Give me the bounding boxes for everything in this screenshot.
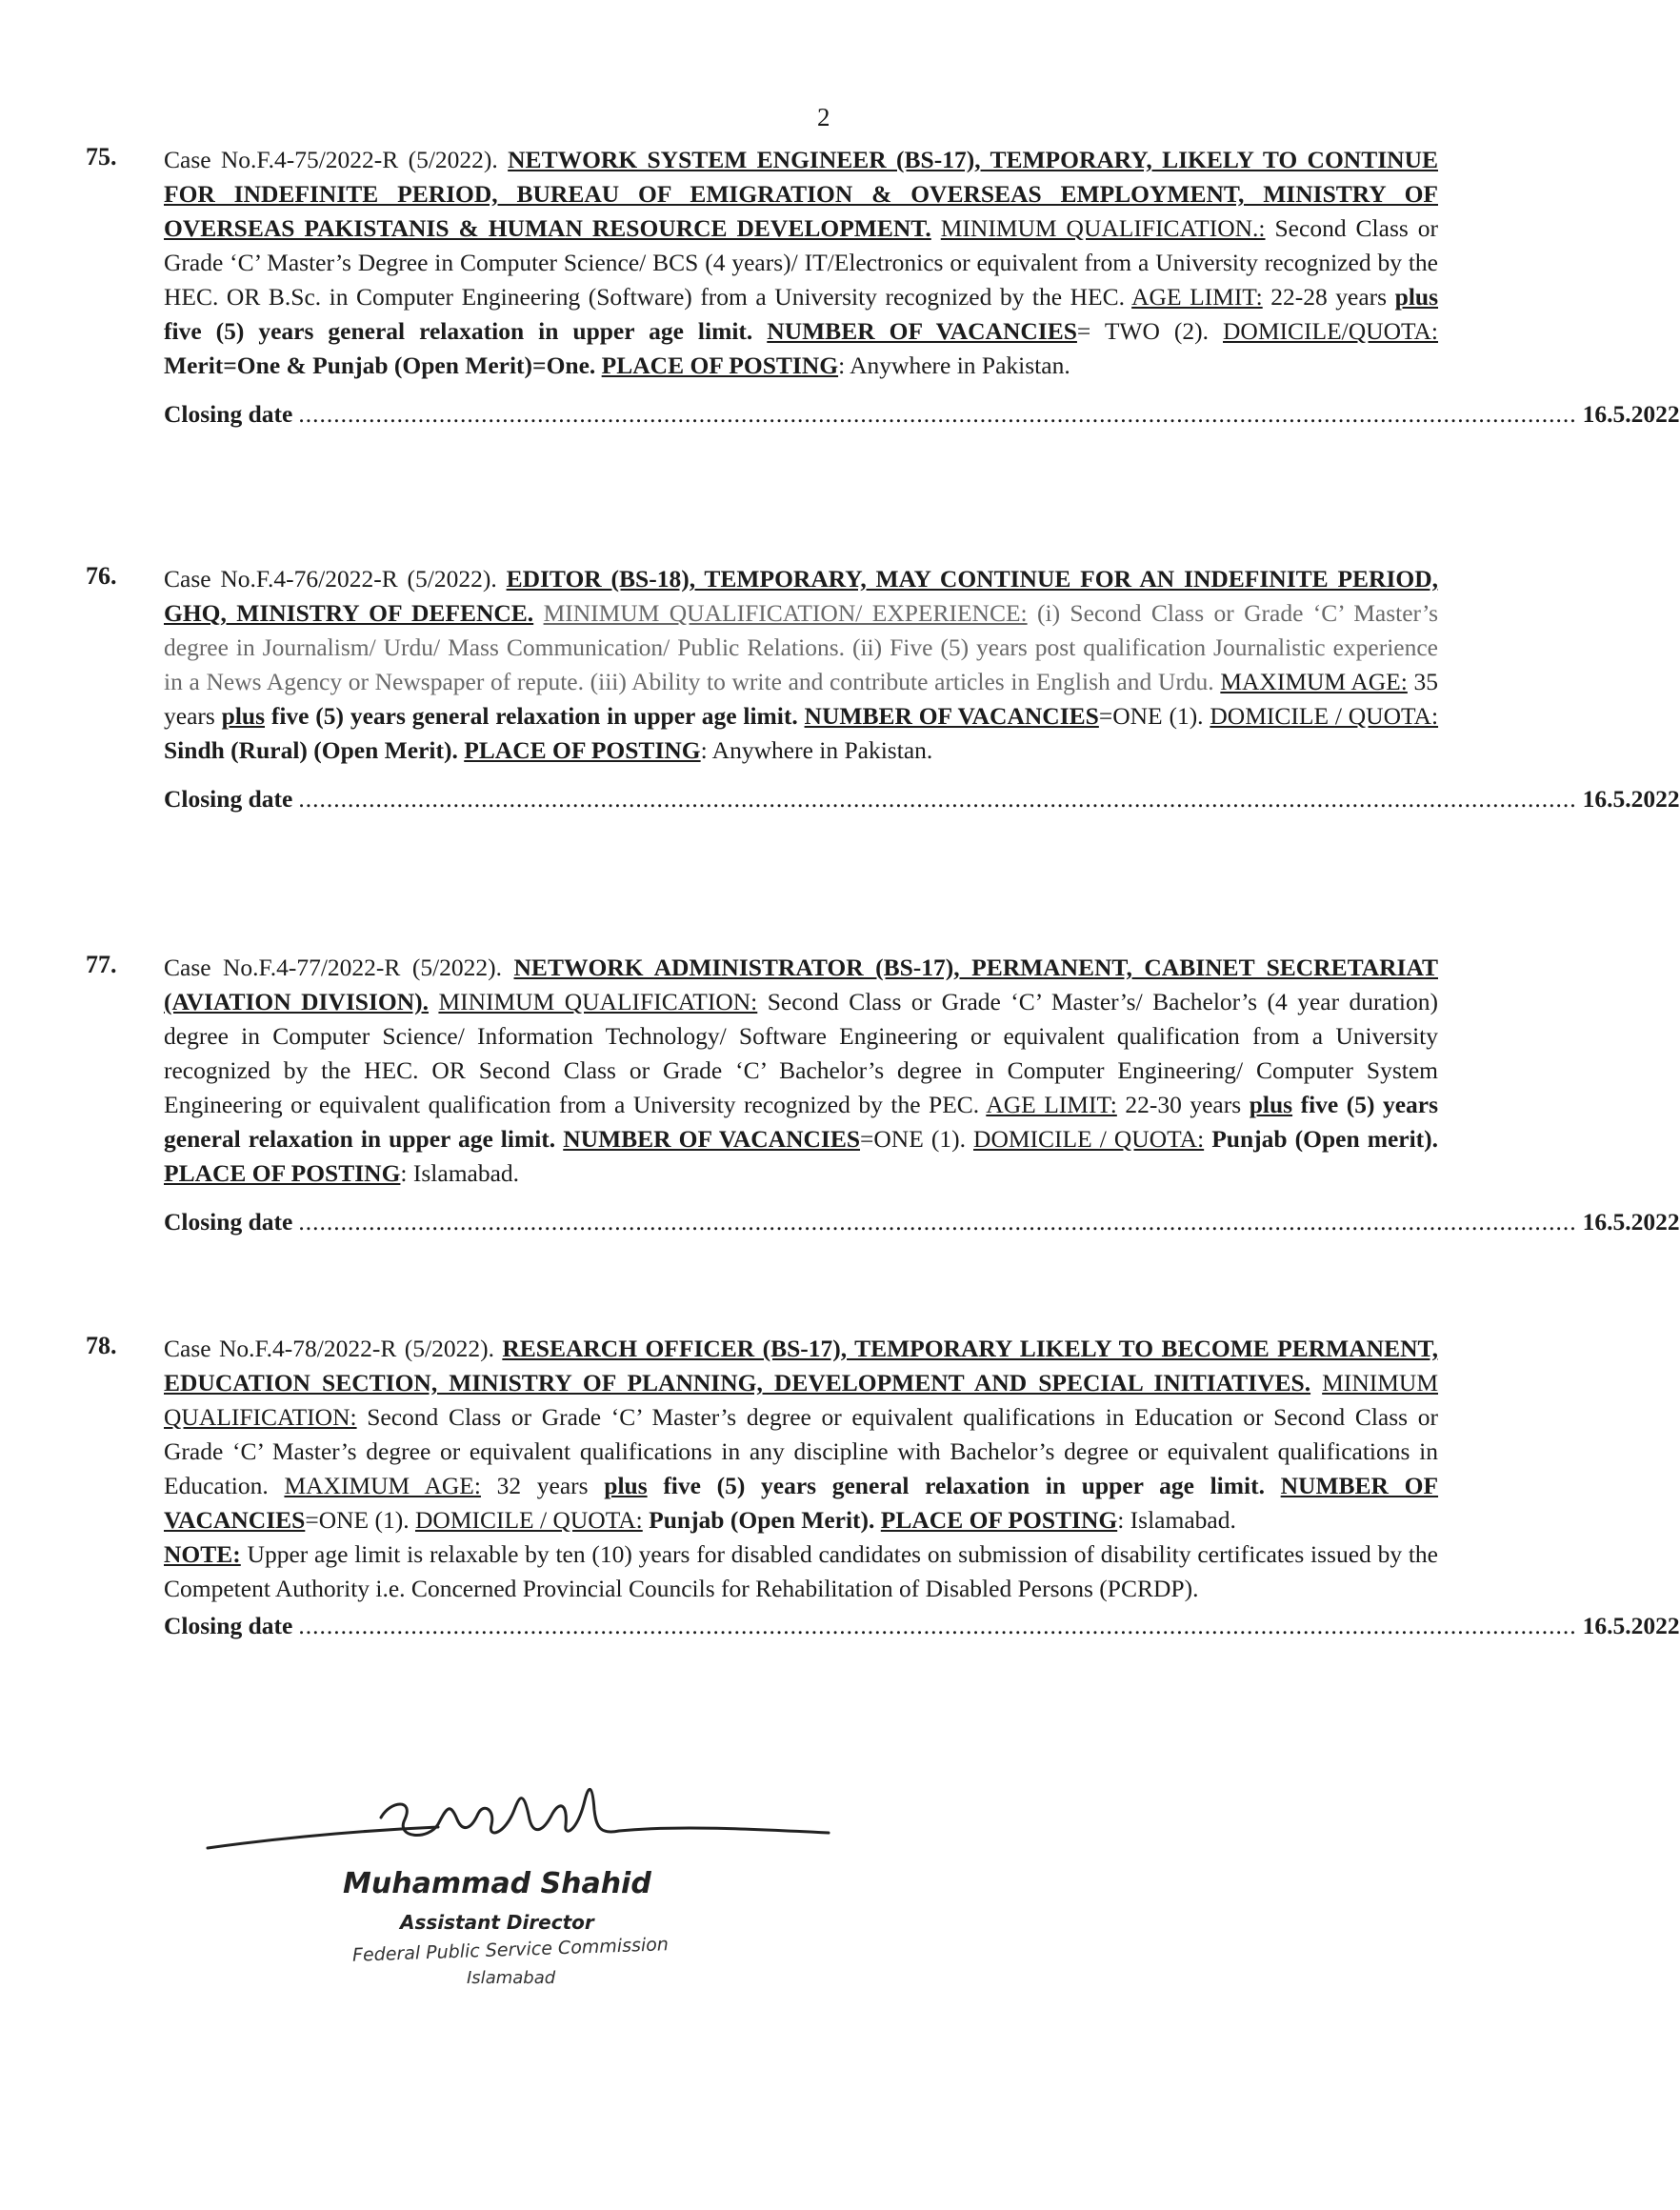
domicile-value: Merit=One & Punjab (Open Merit)=One. [164,352,596,379]
handwritten-signature [200,1772,867,1867]
posting-label: PLACE OF POSTING [601,352,839,379]
vacancies-value: = TWO (2). [1076,317,1209,345]
age-relaxation: five (5) years general relaxation in upper age limit. [164,317,753,345]
case-body [164,951,1438,1191]
qualification-label: MINIMUM QUALIFICATION/ EXPERIENCE: [543,599,1028,627]
closing-date-label: Closing date [164,1612,293,1639]
closing-date-label: Closing date [164,1208,293,1236]
qualification-text: Second Class or Grade ‘C’ Master’s Degree in Computer Science/ BCS (4 years)/ IT/Electronics or equivalent from a University recognized by the HEC. OR B.Sc. in Computer Engineering (Software) from a University recognized by the HEC. [164,214,1439,311]
vacancies-label: NUMBER OF VACANCIES [563,1125,861,1153]
case-76 [86,562,1680,814]
closing-date-value: 16.5.2022 [1582,400,1680,428]
closing-date-value: 16.5.2022 [1582,785,1680,813]
age-label: AGE LIMIT: [1131,283,1263,311]
case-reference: Case No.F.4-78/2022-R (5/2022). [164,1335,494,1362]
domicile-label: DOMICILE / QUOTA: [414,1506,643,1534]
domicile-value: Punjab (Open Merit). [649,1506,875,1534]
case-number: 78. [86,1332,117,1359]
closing-date-value: 16.5.2022 [1582,1612,1680,1639]
vacancies-label: NUMBER OF VACANCIES [767,317,1077,345]
post-title: NETWORK SYSTEM ENGINEER (BS-17), TEMPORARY, LIKELY TO CONTINUE FOR INDEFINITE PERIOD, BUREAU OF EMIGRATION & OVERSEAS EMPLOYMENT, MINISTRY OF OVERSEAS PAKISTANIS & HUMAN RESOURCE DEVELOPMENT. [164,146,1438,242]
page-number: 2 [817,103,830,131]
qualification-text: Second Class or Grade ‘C’ Master’s degree or equivalent qualifications in Education or Second Class or Grade ‘C’ Master’s degree or equivalent qualifications in any discipline with Bachelor’s degree or equivalent qualifications in Education. [164,1403,1438,1499]
closing-date-line [164,1612,1680,1640]
qualification-text: (i) Second Class or Grade ‘C’ Master’s degree in Journalism/ Urdu/ Mass Communication/ Public Relations. (ii) Five (5) years post qualification Journalistic experience in a News Agency or Newspaper of repute. (iii) Ability to write and contribute articles in English and Urdu. [164,599,1439,695]
leader-dots: ...................................................................................................................................................................................... [298,400,1577,428]
posting-value: : Islamabad. [1117,1506,1236,1534]
vacancies-label: NUMBER OF VACANCIES [804,702,1099,730]
case-reference: Case No.F.4-75/2022-R (5/2022). [164,146,498,173]
domicile-label: DOMICILE / QUOTA: [973,1125,1205,1153]
vacancies-value: =ONE (1). [305,1506,410,1534]
case-number: 77. [86,951,117,978]
post-title: NETWORK ADMINISTRATOR (BS-17), PERMANENT, CABINET SECRETARIAT (AVIATION DIVISION). [164,954,1438,1015]
signatory-name: Muhammad Shahid [343,1867,651,1900]
qualification-label: MINIMUM QUALIFICATION: [164,1369,1439,1431]
case-body [164,143,1438,383]
signatory-city: Islamabad [467,1968,556,1988]
post-title: RESEARCH OFFICER (BS-17), TEMPORARY LIKELY TO BECOME PERMANENT, EDUCATION SECTION, MINISTRY OF PLANNING, DEVELOPMENT AND SPECIAL INITIATIVES. [164,1335,1438,1396]
leader-dots: ...................................................................................................................................................................................... [298,1208,1577,1236]
case-78 [86,1332,1680,1640]
qualification-label: MINIMUM QUALIFICATION: [438,988,758,1015]
age-label: MAXIMUM AGE: [284,1472,481,1499]
qualification-label: MINIMUM QUALIFICATION.: [940,214,1266,242]
age-plus: plus [1249,1091,1293,1118]
note [164,1537,1438,1606]
case-number: 75. [86,143,117,171]
age-plus: plus [1394,283,1439,311]
closing-date-line [164,785,1680,814]
vacancies-value: =ONE (1). [860,1125,966,1153]
age-value: 35 years [164,668,1438,730]
vacancies-value: =ONE (1). [1098,702,1204,730]
signatory-organization: Federal Public Service Commission [351,1934,670,1966]
case-reference: Case No.F.4-76/2022-R (5/2022). [164,565,497,593]
posting-label: PLACE OF POSTING [464,736,701,764]
domicile-label: DOMICILE / QUOTA: [1210,702,1439,730]
age-value: 22-30 years [1125,1091,1242,1118]
closing-date-label: Closing date [164,785,293,813]
domicile-label: DOMICILE/QUOTA: [1223,317,1439,345]
age-relaxation: five (5) years general relaxation in upper age limit. [164,1091,1439,1153]
vacancies-label: NUMBER OF VACANCIES [164,1472,1439,1534]
posting-value: : Islamabad. [400,1159,520,1187]
qualification-text: Second Class or Grade ‘C’ Master’s/ Bachelor’s (4 year duration) degree in Computer Science/ Information Technology/ Software Engineering or equivalent qualification from a University recognized by the HEC. OR Second Class or Grade ‘C’ Bachelor’s degree in Computer Engineering/ Computer System Engineering or equivalent qualification from a University recognized by the PEC. [164,988,1438,1118]
signatory-designation: Assistant Director [400,1911,594,1934]
leader-dots: ...................................................................................................................................................................................... [298,1612,1577,1639]
age-label: AGE LIMIT: [986,1091,1117,1118]
case-77 [86,951,1680,1236]
posting-label: PLACE OF POSTING [164,1159,401,1187]
signature-block [200,1772,867,2000]
domicile-value: Punjab (Open merit). [1211,1125,1439,1153]
age-label: MAXIMUM AGE: [1220,668,1408,695]
note-label: NOTE: [164,1540,241,1568]
age-plus: plus [604,1472,648,1499]
age-relaxation: five (5) years general relaxation in upper age limit. [270,702,798,730]
posting-value: : Anywhere in Pakistan. [838,352,1070,379]
closing-date-value: 16.5.2022 [1582,1208,1680,1236]
closing-date-line [164,1208,1680,1236]
closing-date-label: Closing date [164,400,293,428]
age-value: 22-28 years [1270,283,1388,311]
case-reference: Case No.F.4-77/2022-R (5/2022). [164,954,503,981]
case-body [164,1332,1438,1606]
note-text: Upper age limit is relaxable by ten (10) years for disabled candidates on submission of disability certificates issued by the Competent Authority i.e. Concerned Provincial Councils for Rehabilitation of Disabled Persons (PCRDP). [164,1540,1438,1602]
post-title: EDITOR (BS-18), TEMPORARY, MAY CONTINUE FOR AN INDEFINITE PERIOD, GHQ, MINISTRY OF DEFENCE. [164,565,1439,627]
leader-dots: ...................................................................................................................................................................................... [298,785,1577,813]
posting-value: : Anywhere in Pakistan. [700,736,933,764]
age-relaxation: five (5) years general relaxation in upper age limit. [663,1472,1265,1499]
posting-label: PLACE OF POSTING [880,1506,1118,1534]
case-body [164,562,1438,768]
case-75 [86,143,1680,429]
case-number: 76. [86,562,117,590]
age-value: 32 years [496,1472,589,1499]
age-plus: plus [221,702,266,730]
domicile-value: Sindh (Rural) (Open Merit). [164,736,458,764]
closing-date-line [164,400,1680,429]
